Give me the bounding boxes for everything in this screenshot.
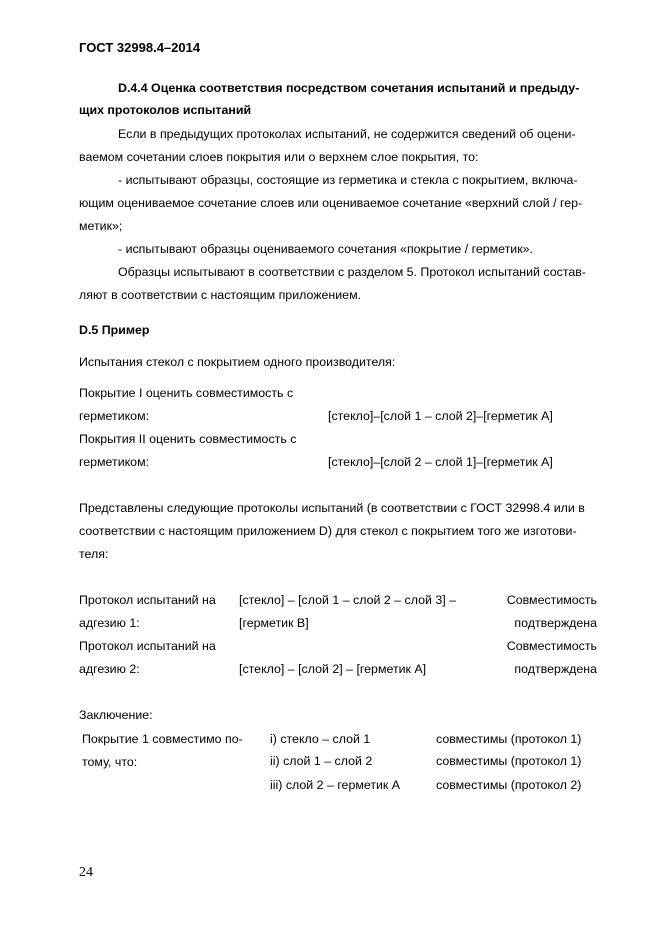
report-name: адгезию 2:	[79, 662, 140, 676]
coating-label: герметиком:	[79, 455, 150, 469]
report-layers: [стекло] – [слой 1 – слой 2 – слой 3] –	[239, 593, 457, 607]
report-result: подтверждена	[514, 616, 597, 630]
report-layers: [герметик В]	[239, 616, 309, 630]
report-name: Протокол испытаний на	[79, 593, 216, 607]
section-d44-heading-cont: щих протоколов испытаний	[79, 103, 252, 117]
conclusion-pair: iii) слой 2 – герметик А	[270, 778, 401, 792]
reports-intro: соответствии с настоящим приложением D) для стекол с покрытием того же изготови-	[79, 524, 577, 538]
conclusion-text: Покрытие 1 совместимо по-	[82, 732, 243, 746]
conclusion-label: Заключение:	[79, 708, 153, 722]
page-number: 24	[79, 865, 93, 880]
section-d5-heading: D.5 Пример	[79, 323, 150, 337]
report-result: Совместимость	[506, 639, 597, 653]
coating-formula: [стекло]–[слой 2 – слой 1]–[герметик А]	[328, 455, 553, 469]
report-name: Протокол испытаний на	[79, 639, 216, 653]
paragraph-line: ющим оцениваемое сочетание слоев или оцениваемое сочетание «верхний слой / гер-	[79, 196, 583, 210]
section-d44-heading: D.4.4 Оценка соответствия посредством сочетания испытаний и предыду-	[118, 81, 580, 95]
standard-id: ГОСТ 32998.4–2014	[79, 40, 201, 55]
paragraph-line: Образцы испытывают в соответствии с разделом 5. Протокол испытаний состав-	[118, 265, 586, 279]
reports-intro: Представлены следующие протоколы испытаний (в соответствии с ГОСТ 32998.4 или в	[79, 501, 585, 515]
report-result: подтверждена	[514, 662, 597, 676]
example-intro: Испытания стекол с покрытием одного производителя:	[79, 355, 396, 369]
paragraph-line: ляют в соответствии с настоящим приложением.	[79, 288, 362, 302]
report-name: адгезию 1:	[79, 616, 140, 630]
conclusion-status: совместимы (протокол 1)	[436, 754, 582, 768]
coating-formula: [стекло]–[слой 1 – слой 2]–[герметик А]	[328, 409, 553, 423]
paragraph-line: - испытывают образцы, состоящие из герметика и стекла с покрытием, включа-	[118, 173, 578, 187]
coating-label: Покрытия II оценить совместимость с	[79, 432, 297, 446]
coating-label: Покрытие I оценить совместимость с	[79, 386, 294, 400]
paragraph-line: - испытывают образцы оцениваемого сочетания «покрытие / герметик».	[118, 242, 533, 256]
paragraph-line: метик»;	[79, 219, 123, 233]
conclusion-pair: i) стекло – слой 1	[270, 732, 371, 746]
conclusion-pair: ii) слой 1 – слой 2	[270, 754, 373, 768]
conclusion-status: совместимы (протокол 2)	[436, 778, 582, 792]
conclusion-status: совместимы (протокол 1)	[436, 732, 582, 746]
paragraph-line: ваемом сочетании слоев покрытия или о верхнем слое покрытия, то:	[79, 150, 479, 164]
report-layers: [стекло] – [слой 2] – [герметик А]	[239, 662, 427, 676]
conclusion-text: тому, что:	[82, 755, 138, 769]
report-result: Совместимость	[506, 593, 597, 607]
paragraph-line: Если в предыдущих протоколах испытаний, не содержится сведений об оцени-	[118, 127, 576, 141]
reports-intro: теля:	[79, 547, 109, 561]
coating-label: герметиком:	[79, 409, 150, 423]
